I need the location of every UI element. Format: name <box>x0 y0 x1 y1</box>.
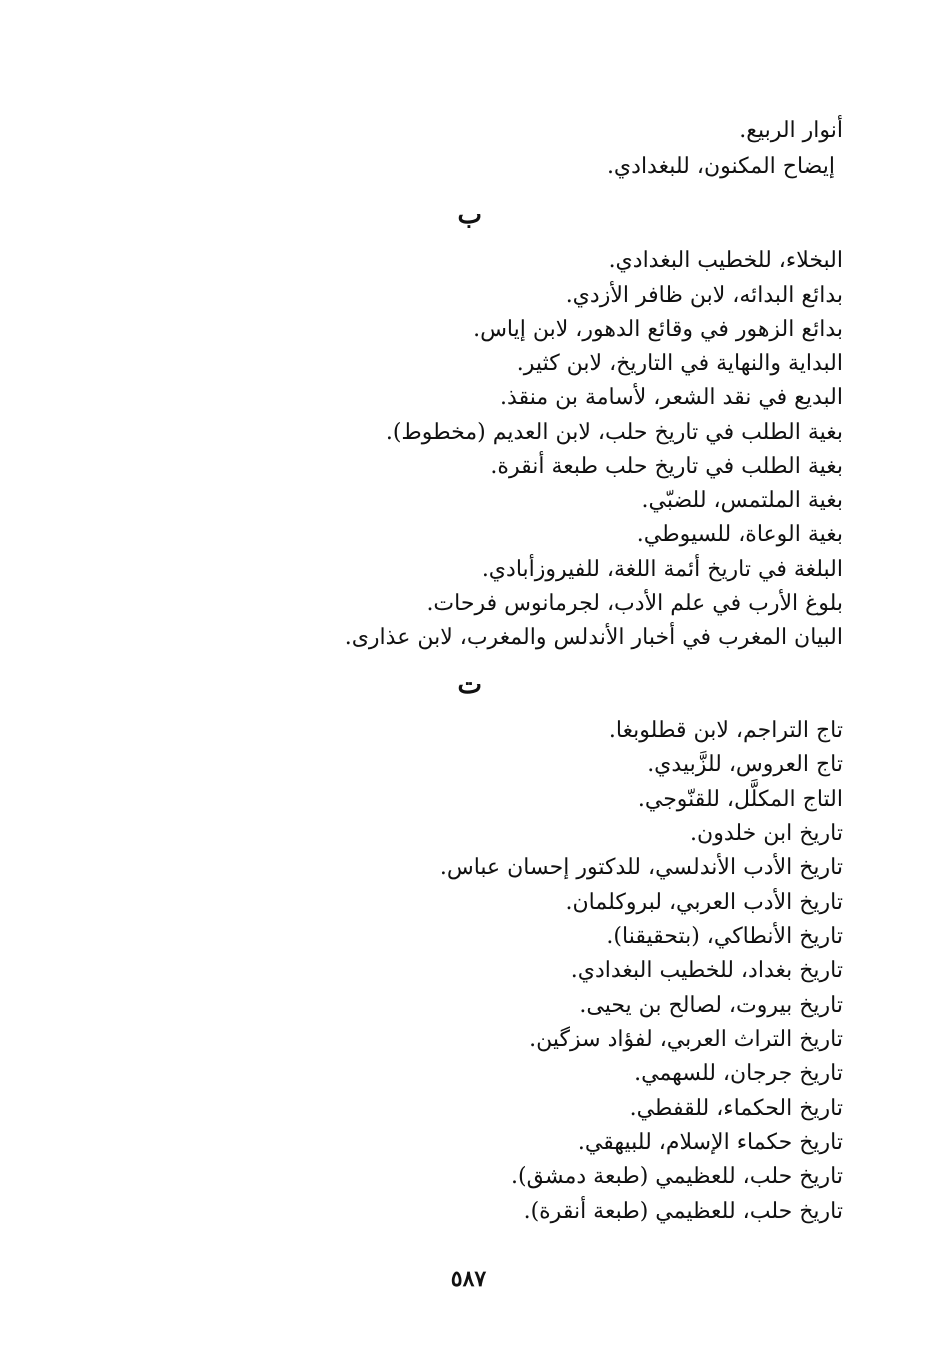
list-item: تاريخ حكماء الإسلام، للبيهقي. <box>577 1130 843 1155</box>
list-item: البلغة في تاريخ أئمة اللغة، للفيروزأبادي. <box>481 557 843 582</box>
list-item: تاريخ التراث العربي، لفؤاد سزگين. <box>529 1027 843 1052</box>
list-item: التاج المكلَّل، للقنّوجي. <box>637 787 843 812</box>
list-item: بدائع الزهور في وقائع الدهور، لابن إياس. <box>473 317 843 342</box>
list-item: البداية والنهاية في التاريخ، لابن كثير. <box>516 351 843 376</box>
list-item: البيان المغرب في أخبار الأندلس والمغرب، لابن عذارى. <box>344 625 843 650</box>
list-item: تاريخ الأدب العربي، لبروكلمان. <box>565 890 843 915</box>
list-item: تاريخ حلب، للعظيمي (طبعة أنقرة). <box>523 1199 843 1224</box>
list-item: تاريخ حلب، للعظيمي (طبعة دمشق). <box>511 1164 843 1189</box>
list-item: تاريخ الأنطاكي، (بتحقيقنا). <box>606 924 843 949</box>
section-letter-heading: ب <box>457 200 482 230</box>
list-item: تاج التراجم، لابن قطلوبغا. <box>608 718 843 743</box>
section-letter-heading: ت <box>457 670 482 700</box>
list-item: تاريخ الأدب الأندلسي، للدكتور إحسان عباس. <box>439 855 843 880</box>
list-item: بغية الملتمس، للضبّي. <box>641 488 843 513</box>
list-item: تاريخ ابن خلدون. <box>690 821 843 846</box>
list-item: بغية الطلب في تاريخ حلب طبعة أنقرة. <box>490 454 843 479</box>
list-item: البخلاء، للخطيب البغدادي. <box>608 248 843 273</box>
list-item: تاريخ بيروت، لصالح بن يحيى. <box>579 993 843 1018</box>
list-item: تاريخ الحكماء، للقفطي. <box>629 1096 843 1121</box>
list-item: تاج العروس، للزَّبيدي. <box>647 752 843 777</box>
list-item: بدائع البدائه، لابن ظافر الأزدي. <box>565 283 843 308</box>
list-item: البديع في نقد الشعر، لأسامة بن منقذ. <box>500 385 843 410</box>
list-item: تاريخ جرجان، للسهمي. <box>634 1061 843 1086</box>
list-item: بلوغ الأرب في علم الأدب، لجرمانوس فرحات. <box>426 591 843 616</box>
list-item: تاريخ بغداد، للخطيب البغدادي. <box>570 958 843 983</box>
list-item: بغية الوعاة، للسيوطي. <box>636 522 843 547</box>
list-item: أنوار الربيع. <box>739 118 843 143</box>
page-number: ٥٨٧ <box>450 1266 487 1292</box>
list-item: إيضاح المكنون، للبغدادي. <box>606 154 835 179</box>
list-item: بغية الطلب في تاريخ حلب، لابن العديم (مخطوط). <box>385 420 843 445</box>
